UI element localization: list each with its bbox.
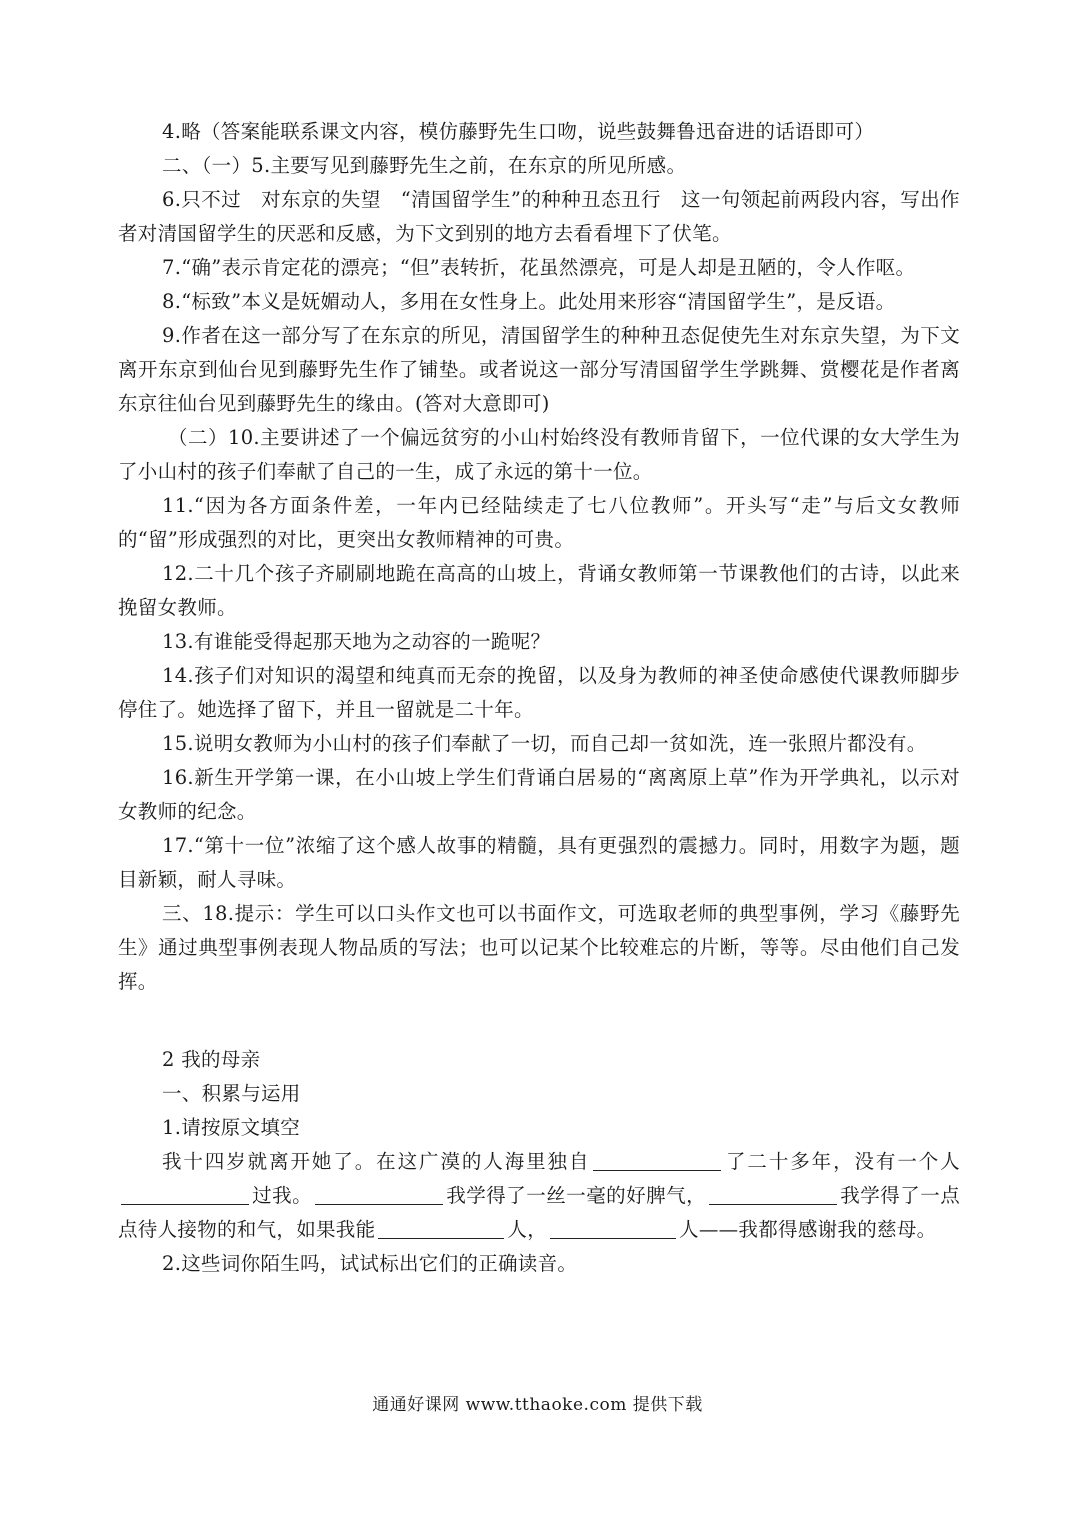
answer-11: 11.“因为各方面条件差，一年内已经陆续走了七八位教师”。开头写“走”与后文女教师的“留”形成强烈的对比，更突出女教师精神的可贵。 bbox=[118, 494, 960, 551]
answer-8: 8.“标致”本义是妩媚动人，多用在女性身上。此处用来形容“清国留学生”，是反语。 bbox=[162, 290, 896, 313]
answer-17: 17.“第十一位”浓缩了这个感人故事的精髓，具有更强烈的震撼力。同时，用数字为题，题目新颖，耐人寻味。 bbox=[118, 834, 960, 891]
fill-text-3: 过我。 bbox=[252, 1184, 313, 1207]
answer-18: 三、18.提示：学生可以口头作文也可以书面作文，可选取老师的典型事例，学习《藤野先生》通过典型事例表现人物品质的写法；也可以记某个比较难忘的片断，等等。尽由他们自己发挥。 bbox=[118, 902, 960, 993]
answer-10: （二）10.主要讲述了一个偏远贫穷的小山村始终没有教师肯留下，一位代课的女大学生为了小山村的孩子们奉献了自己的一生，成了永远的第十一位。 bbox=[118, 426, 960, 483]
blank-2[interactable] bbox=[121, 1182, 249, 1205]
section-heading: 一、积累与运用 bbox=[162, 1082, 301, 1105]
blank-1[interactable] bbox=[593, 1148, 721, 1171]
answer-15: 15.说明女教师为小山村的孩子们奉献了一切，而自己却一贫如洗，连一张照片都没有。 bbox=[162, 732, 927, 755]
blank-6[interactable] bbox=[550, 1216, 676, 1239]
section-gap bbox=[118, 999, 960, 1043]
fill-text-5: 我学得了一点点待人接物的和气，如果我能 bbox=[118, 1184, 960, 1241]
answer-4: 4.略（答案能联系课文内容，模仿藤野先生口吻，说些鼓舞鲁迅奋进的话语即可） bbox=[162, 120, 875, 143]
lesson-title: 2 我的母亲 bbox=[162, 1048, 261, 1071]
answer-7: 7.“确”表示肯定花的漂亮；“但”表转折，花虽然漂亮，可是人却是丑陋的，令人作呕。 bbox=[162, 256, 916, 279]
fill-text-1: 我十四岁就离开她了。在这广漠的人海里独自 bbox=[162, 1150, 591, 1173]
blank-5[interactable] bbox=[378, 1216, 504, 1239]
question-2: 2.这些词你陌生吗，试试标出它们的正确读音。 bbox=[162, 1252, 578, 1275]
fill-text-7: 人——我都得感谢我的慈母。 bbox=[679, 1218, 937, 1241]
answer-9: 9.作者在这一部分写了在东京的所见，清国留学生的种种丑态促使先生对东京失望，为下文离开东京到仙台见到藤野先生作了铺垫。或者说这一部分写清国留学生学跳舞、赏樱花是作者离东京往仙台见到藤野先生的缘由。(答对大意即可) bbox=[118, 324, 960, 415]
blank-4[interactable] bbox=[709, 1182, 837, 1205]
answer-12: 12.二十几个孩子齐刷刷地跪在高高的山坡上，背诵女教师第一节课教他们的古诗，以此来挽留女教师。 bbox=[118, 562, 960, 619]
document-page bbox=[118, 115, 960, 1281]
question-1: 1.请按原文填空 bbox=[162, 1116, 301, 1139]
answer-16: 16.新生开学第一课，在小山坡上学生们背诵白居易的“离离原上草”作为开学典礼，以示对女教师的纪念。 bbox=[118, 766, 960, 823]
answer-14: 14.孩子们对知识的渴望和纯真而无奈的挽留，以及身为教师的神圣使命感使代课教师脚步停住了。她选择了留下，并且一留就是二十年。 bbox=[118, 664, 960, 721]
fill-text-2: 了二十多年，没有一个人 bbox=[724, 1150, 960, 1173]
page-footer: 通通好课网 www.tthaoke.com 提供下载 bbox=[372, 1395, 703, 1415]
answer-6: 6.只不过 对东京的失望 “清国留学生”的种种丑态丑行 这一句领起前两段内容，写出作者对清国留学生的厌恶和反感，为下文到别的地方去看看埋下了伏笔。 bbox=[118, 188, 960, 245]
answer-5: 二、（一）5.主要写见到藤野先生之前，在东京的所见所感。 bbox=[162, 154, 687, 177]
fill-in-passage bbox=[118, 1145, 960, 1247]
answer-13: 13.有谁能受得起那天地为之动容的一跪呢？ bbox=[162, 630, 551, 653]
blank-3[interactable] bbox=[315, 1182, 443, 1205]
fill-text-4: 我学得了一丝一毫的好脾气， bbox=[446, 1184, 707, 1207]
fill-text-6: 人， bbox=[507, 1218, 548, 1241]
